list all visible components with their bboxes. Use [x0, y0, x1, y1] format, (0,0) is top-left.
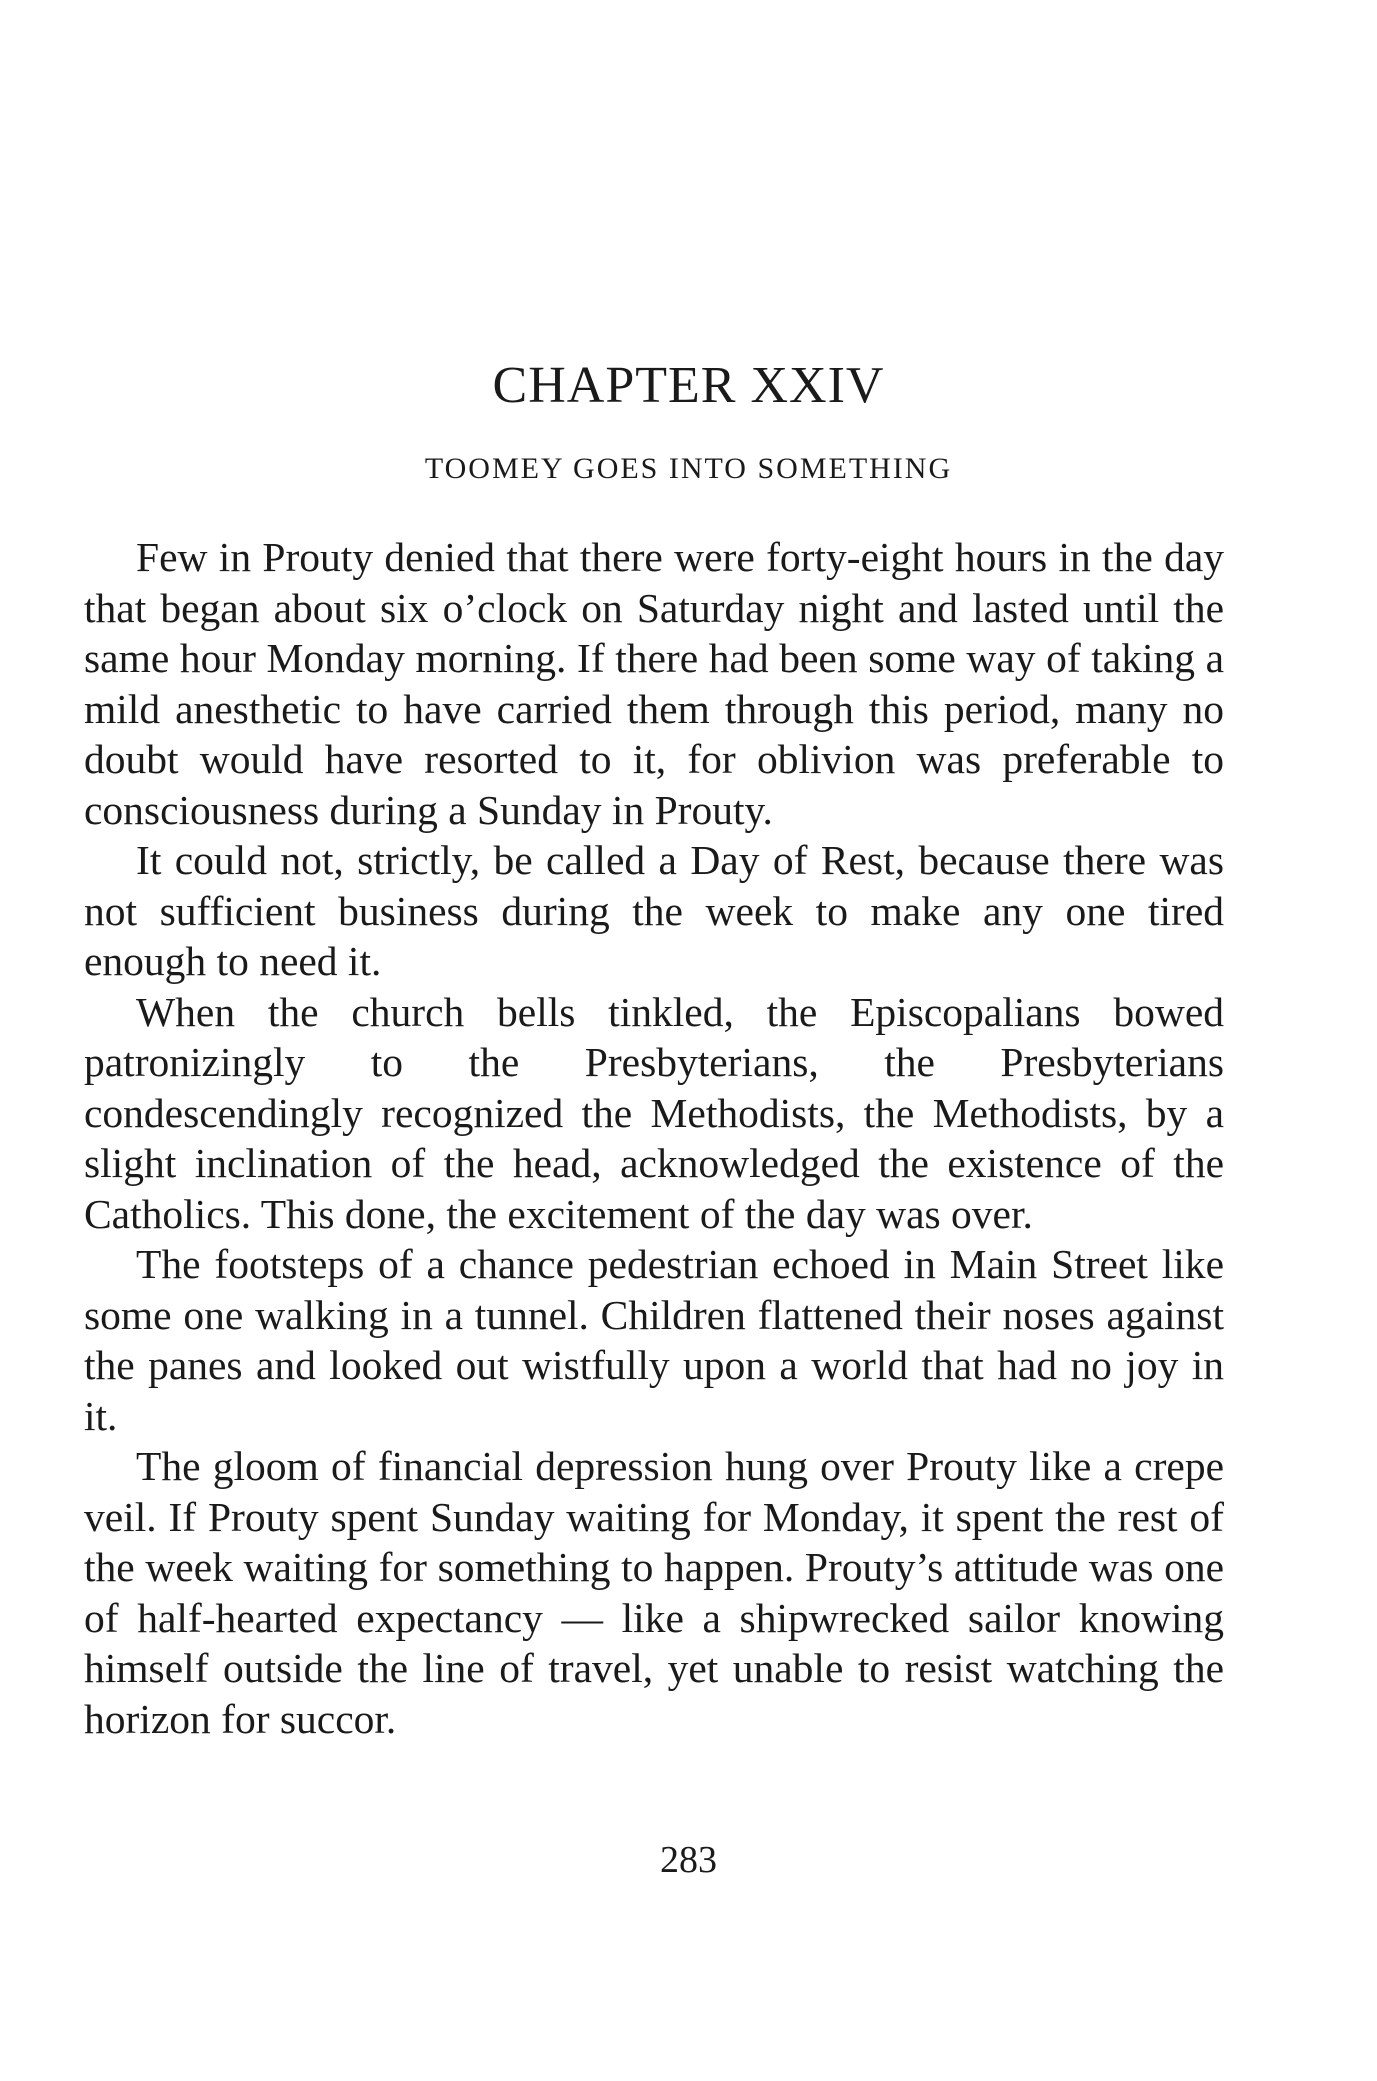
paragraph: The gloom of financial depression hung over Prouty like a crepe veil. If Prouty spent Sunday waiting for Monday, it spent the rest of the week waiting for something to happen. Prouty’s attitude was one of half-hearted expectancy — like a shipwrecked sailor knowing himself outside the line of travel, yet unable to resist watching the horizon for succor. — [84, 1443, 1224, 1742]
paragraph: The footsteps of a chance pedestrian echoed in Main Street like some one walking in a tunnel. Children flattened their noses against the panes and looked out wistfully upon a world that had no joy in it. — [84, 1241, 1224, 1439]
paragraph: When the church bells tinkled, the Episcopalians bowed patronizingly to the Presbyterians, the Presbyterians condescendingly recognized the Methodists, the Methodists, by a slight inclination of the head, acknowledged the existence of the Catholics. This done, the excitement of the day was over. — [84, 988, 1224, 1237]
chapter-body — [84, 532, 1224, 1744]
chapter-number: CHAPTER XXIV — [492, 357, 885, 414]
paragraph: It could not, strictly, be called a Day of Rest, because there was not sufficient business during the week to make any one tired enough to need it. — [84, 837, 1224, 984]
paragraph: Few in Prouty denied that there were forty-eight hours in the day that began about six o’clock on Saturday night and lasted until the same hour Monday morning. If there had been some way of taking a mild anesthetic to have carried them through this period, many no doubt would have resorted to it, for oblivion was preferable to consciousness during a Sunday in Prouty. — [84, 534, 1224, 833]
page-number: 283 — [660, 1839, 717, 1881]
chapter-title: TOOMEY GOES INTO SOMETHING — [424, 452, 953, 485]
